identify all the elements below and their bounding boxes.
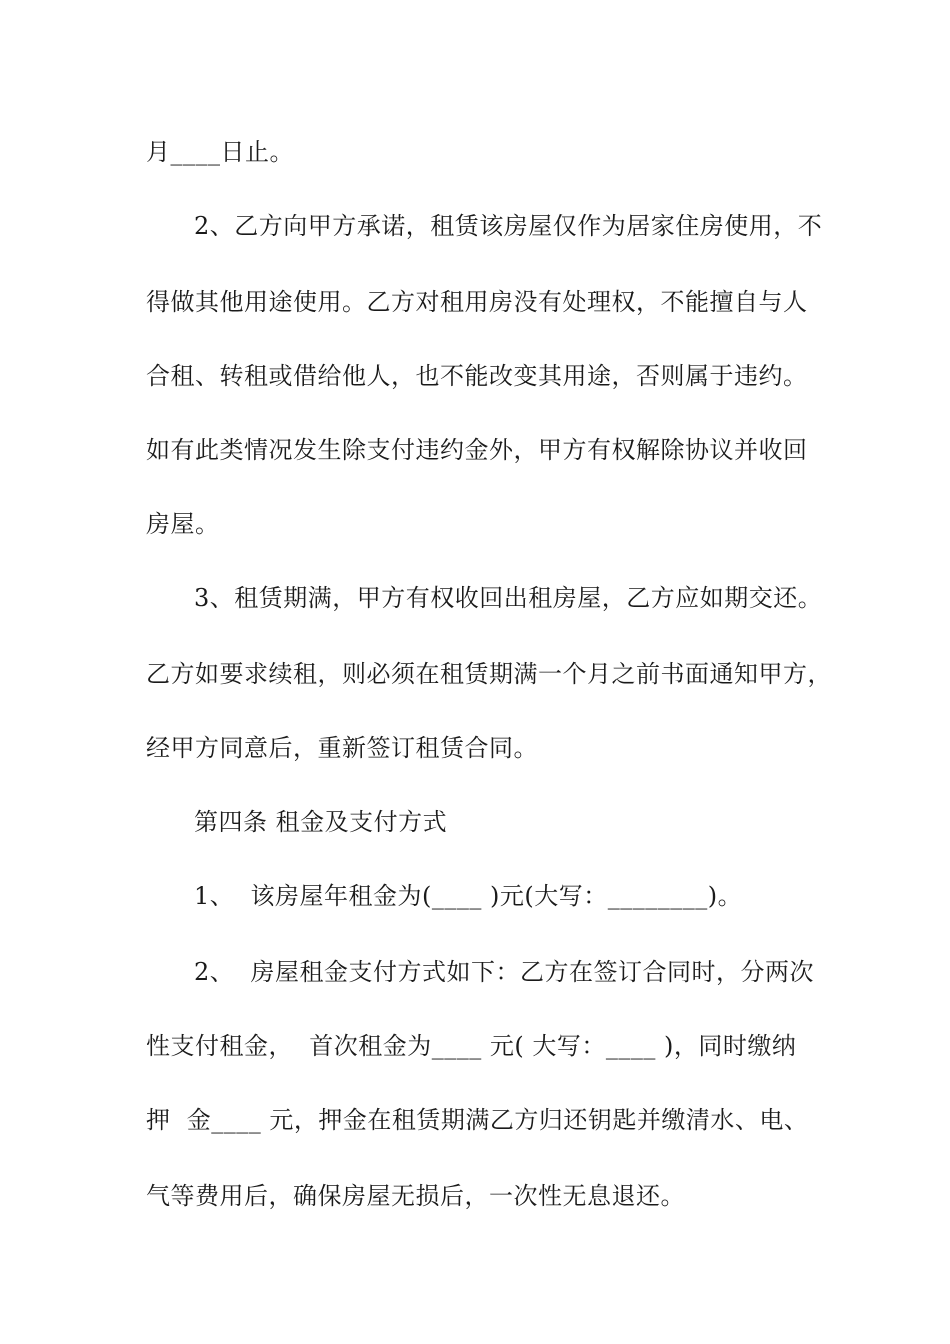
text-line: 合租、转租或借给他人，也不能改变其用途，否则属于违约。 — [146, 362, 808, 390]
text-line: 2、 房屋租金支付方式如下：乙方在签订合同时，分两次 — [194, 958, 815, 986]
text-line: 2、乙方向甲方承诺，租赁该房屋仅作为居家住房使用，不 — [194, 212, 823, 240]
text-line: 性支付租金， 首次租金为____ 元( 大写：____ )，同时缴纳 — [146, 1032, 797, 1060]
text-line: 得做其他用途使用。乙方对租用房没有处理权，不能擅自与人 — [146, 288, 808, 316]
text-line: 房屋。 — [146, 510, 220, 538]
text-line: 如有此类情况发生除支付违约金外，甲方有权解除协议并收回 — [146, 436, 808, 464]
text-line: 乙方如要求续租，则必须在租赁期满一个月之前书面通知甲方， — [146, 660, 832, 688]
text-line: 月____日止。 — [146, 138, 294, 166]
section-heading: 第四条 租金及支付方式 — [194, 808, 448, 836]
text-line: 经甲方同意后，重新签订租赁合同。 — [146, 734, 538, 762]
text-line: 押 金____ 元，押金在租赁期满乙方归还钥匙并缴清水、电、 — [146, 1106, 809, 1134]
text-line: 3、租赁期满，甲方有权收回出租房屋，乙方应如期交还。 — [194, 584, 823, 612]
text-line: 气等费用后，确保房屋无损后，一次性无息退还。 — [146, 1182, 685, 1210]
text-line: 1、 该房屋年租金为(____ )元(大写：________)。 — [194, 882, 743, 910]
